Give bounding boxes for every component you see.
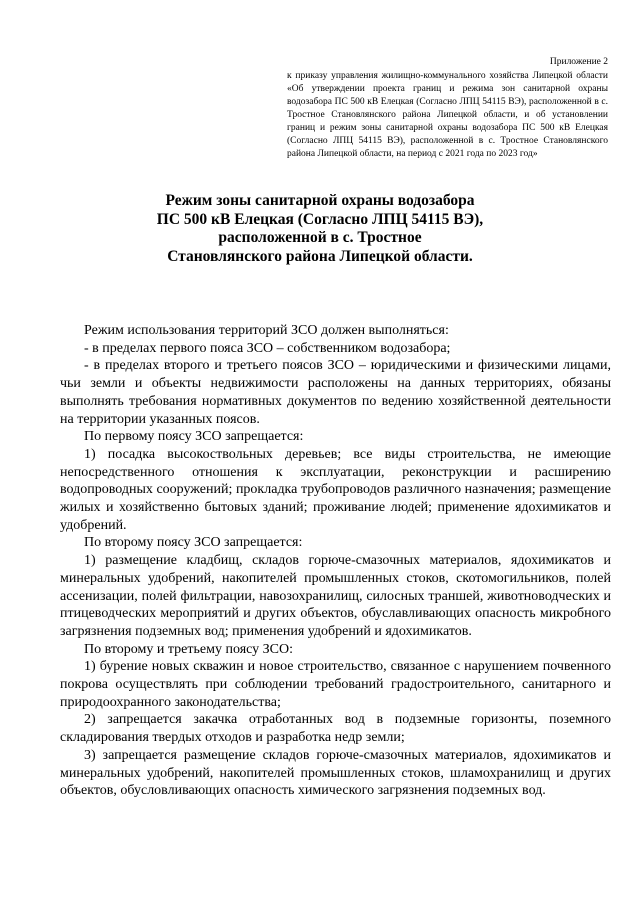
document-title (60, 192, 580, 266)
title-line-4: Становлянского района Липецкой области. (167, 247, 473, 265)
title-line-3: расположенной в с. Тростное (218, 229, 422, 246)
title-line-1: Режим зоны санитарной охраны водозабора (165, 192, 475, 209)
paragraph-zone2-item1: 1) размещение кладбищ, складов горюче-смазочных материалов, ядохимикатов и минеральных удобрений, накопителей промышленных стоков, скотомогильников, полей ассенизации, полей фильтрации, навозохранилищ, силосных траншей, животноводческих и птицеводческих мероприятий и других объектов, обуславливающих опасность микробного загрязнения подземных вод; применения удобрений и ядохимикатов. (60, 553, 611, 639)
paragraph-zone23-item1: 1) бурение новых скважин и новое строительство, связанное с нарушением почвенного покрова осуществлять при соблюдении требований градостроительного, санитарного и природоохранного законодательства; (60, 659, 611, 710)
paragraph-zone1-owner: - в пределах первого пояса ЗСО – собственником водозабора; (84, 340, 451, 356)
title-line-2: ПС 500 кВ Елецкая (Согласно ЛПЦ 54115 ВЭ), (156, 210, 484, 228)
paragraph-zone2-heading: По второму поясу ЗСО запрещается: (84, 535, 303, 551)
paragraph-zone23-item2: 2) запрещается закачка отработанных вод в подземные горизонты, поземного складирования твердых отходов и разработка недр земли; (60, 712, 611, 746)
paragraph-zone1-heading: По первому поясу ЗСО запрещается: (84, 429, 304, 445)
appendix-reference-text: к приказу управления жилищно-коммунального хозяйства Липецкой области «Об утверждении проекта границ и режима зон санитарной охраны водозабора ПС 500 кВ Елецкая (Согласно ЛПЦ 54115 ВЭ), расположенной в с. Тростное Становлянского района Липецкой области, и об установлении границ и режим зоны санитарной охраны водозабора ПС 500 кВ Елецкая (Согласно ЛПЦ 54115 ВЭ), расположенной в с. Тростное Становлянского района Липецкой области, на период с 2021 года по 2023 год» (287, 71, 608, 159)
paragraph-zone23-item3: 3) запрещается размещение складов горюче-смазочных материалов, ядохимикатов и минеральных удобрений, накопителей промышленных стоков, шламохранилищ и других объектов, обусловливающих опасность химического загрязнения подземных вод. (60, 747, 611, 799)
paragraph-zone23-persons: - в пределах второго и третьего поясов ЗСО – юридическими и физическими лицами, чьи земли и объекты недвижимости расположены на данных территориях, обязаны выполнять требования нормативных документов по ведению хозяйственной деятельности на территории указанных поясов. (60, 358, 611, 427)
paragraph-zone1-item1: 1) посадка высокоствольных деревьев; все виды строительства, не имеющие непосредственного отношения к эксплуатации, реконструкции и расширению водопроводных сооружений; прокладка трубопроводов различного назначения; размещение жилых и хозяйственно бытовых зданий; проживание людей; применение ядохимикатов и удобрений. (60, 446, 611, 533)
appendix-label: Приложение 2 (549, 57, 608, 67)
document-body (60, 322, 611, 800)
paragraph-zone23-heading: По второму и третьему поясу ЗСО: (84, 641, 294, 657)
paragraph-intro: Режим использования территорий ЗСО должен выполняться: (84, 323, 449, 338)
